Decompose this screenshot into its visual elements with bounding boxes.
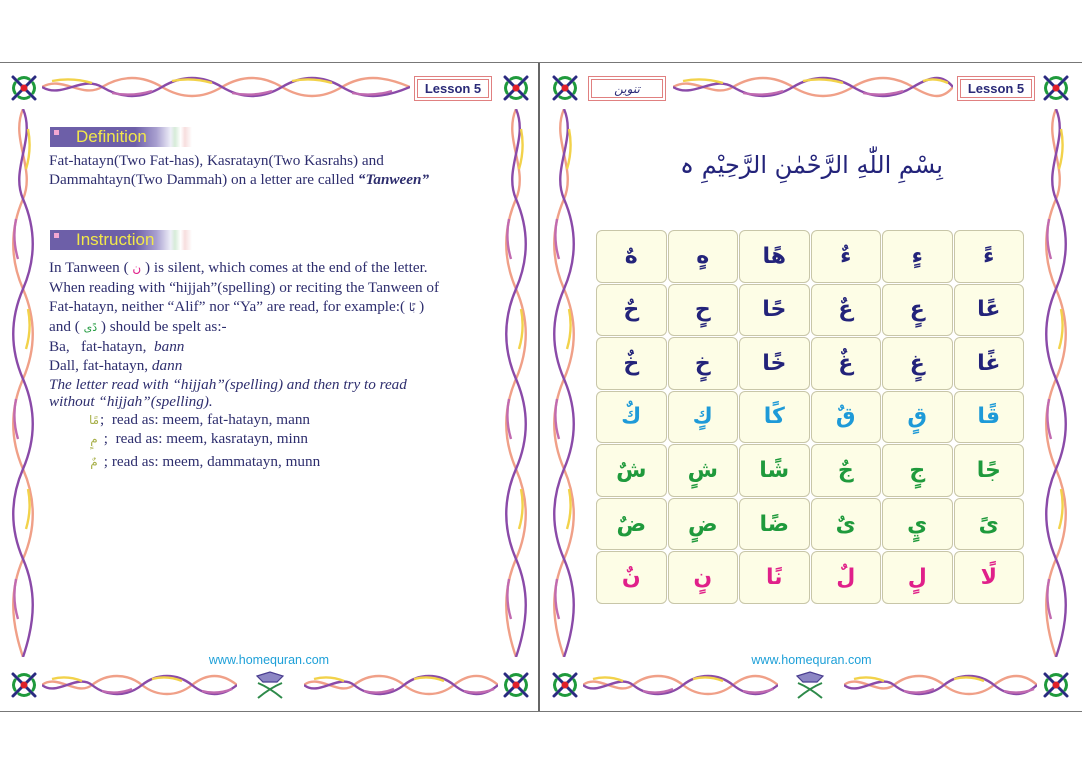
letter-cell: ضًا: [739, 498, 810, 551]
text-span: ): [415, 298, 425, 316]
arabic-example-ba: بًا: [408, 301, 416, 315]
website-link[interactable]: www.homequran.com: [751, 653, 872, 667]
pronunciation: mann: [276, 411, 311, 428]
definition-heading: [50, 127, 192, 147]
letter-cell: نًا: [739, 551, 810, 604]
letter-cell: خٌ: [596, 337, 667, 390]
corner-ornament-icon: [1041, 670, 1071, 700]
bullet-icon: [54, 233, 59, 238]
instruction-line: When reading with “hijjah”(spelling) or reciting the Tanween of: [49, 279, 440, 297]
bottom-border-ornament: [583, 673, 778, 697]
letter-cell: غٍ: [882, 337, 953, 390]
corner-ornament-icon: [9, 670, 39, 700]
letter-cell: عٍ: [882, 284, 953, 337]
letter-cell: كٍ: [668, 391, 739, 444]
urdu-title: تنوین: [591, 79, 663, 98]
tanween-letter-grid: [596, 230, 1024, 604]
separator: ;: [100, 411, 105, 428]
letter-cell: شٌ: [596, 444, 667, 497]
letter-cell: عٌ: [811, 284, 882, 337]
instruction-heading: [50, 230, 192, 250]
letter-cell: ءً: [954, 230, 1025, 283]
separator: ;: [100, 453, 109, 470]
bullet-icon: [54, 130, 59, 135]
letter-cell: ىً: [954, 498, 1025, 551]
text-span: and (: [49, 318, 84, 336]
letter-cell: جٍ: [882, 444, 953, 497]
instruction-line: [49, 337, 504, 356]
definition-line-2: [49, 170, 504, 189]
corner-ornament-icon: [9, 73, 39, 103]
text-span: In Tanween (: [49, 259, 133, 276]
letter-cell: كٌ: [596, 391, 667, 444]
separator: ;: [100, 430, 109, 447]
corner-ornament-icon: [550, 73, 580, 103]
instruction-line: without “hijjah”(spelling).: [49, 392, 213, 410]
letter-cell: قٌ: [811, 391, 882, 444]
letter-cell: نٍ: [668, 551, 739, 604]
right-border-ornament: [1043, 109, 1069, 657]
corner-ornament-icon: [1041, 73, 1071, 103]
right-border-ornament: [503, 109, 529, 657]
book-spread: [0, 62, 1082, 712]
instruction-heading-label: Instruction: [76, 230, 155, 249]
text-span: Ba, fat-hatayn,: [49, 338, 155, 356]
letter-cell: عًا: [954, 284, 1025, 337]
letter-cell: هٍ: [668, 230, 739, 283]
letter-cell: ضٍ: [668, 498, 739, 551]
definition-line-2-text: Dammahtayn(Two Dammah) on a letter are called: [49, 171, 358, 188]
letter-cell: كًا: [739, 391, 810, 444]
arabic-noon: ن: [132, 261, 142, 275]
quran-stand-icon: [253, 670, 287, 700]
bottom-border-ornament: [42, 673, 237, 697]
top-border-ornament: [42, 75, 410, 99]
instruction-line: [49, 317, 504, 337]
arabic-example-dal: دًى: [83, 321, 98, 335]
bismillah: بِسْمِ اللّٰهِ الرَّحْمٰنِ الرَّحِيْمِ ہ: [680, 151, 943, 179]
top-border-ornament: [673, 75, 953, 99]
pronunciation: dann: [151, 357, 183, 375]
instruction-line: The letter read with “hijjah”(spelling) and then try to read: [49, 375, 407, 393]
arabic-example: مٍ: [90, 432, 98, 446]
letter-cell: لٍ: [882, 551, 953, 604]
instruction-line: [49, 356, 504, 375]
text-span: ) should be spelt as:-: [97, 318, 227, 336]
definition-text: [49, 151, 504, 189]
arabic-example: مًا: [88, 413, 100, 427]
pronunciation: bann: [154, 338, 185, 356]
example-row: [88, 430, 308, 448]
corner-ornament-icon: [501, 670, 531, 700]
arabic-example: مٌ: [90, 455, 98, 469]
instruction-line: [49, 297, 504, 317]
letter-cell: نٌ: [596, 551, 667, 604]
letter-cell: شًا: [739, 444, 810, 497]
pronunciation: munn: [285, 453, 321, 470]
text-span: Fat-hatayn, neither “Alif” nor “Ya” are read, for example:(: [49, 298, 409, 316]
letter-cell: حٍ: [668, 284, 739, 337]
letter-cell: غًا: [954, 337, 1025, 390]
letter-cell: خٍ: [668, 337, 739, 390]
tanween-term: “Tanween”: [357, 171, 430, 188]
letter-cell: حٌ: [596, 284, 667, 337]
letter-cell: شٍ: [668, 444, 739, 497]
example-row: [88, 411, 310, 429]
letter-cell: ءٌ: [811, 230, 882, 283]
pronunciation: minn: [276, 430, 308, 447]
definition-line-1: Fat-hatayn(Two Fat-has), Kasratayn(Two Kasrahs) and: [49, 152, 384, 169]
letter-cell: قٍ: [882, 391, 953, 444]
instruction-text: [49, 258, 504, 410]
website-link[interactable]: www.homequran.com: [208, 653, 330, 667]
letter-cell: خًا: [739, 337, 810, 390]
left-border-ornament: [551, 109, 577, 657]
text-span: ) is silent, which comes at the end of the letter.: [141, 259, 428, 276]
lesson-badge: [414, 76, 492, 101]
letter-cell: ىٌ: [811, 498, 882, 551]
lesson-badge: [957, 76, 1035, 101]
left-page: [0, 63, 540, 711]
letter-cell: غٌ: [811, 337, 882, 390]
instruction-line: [49, 258, 504, 278]
example-text: read as: meem, dammatayn,: [108, 453, 286, 470]
quran-stand-icon: [793, 670, 827, 700]
bottom-border-ornament: [304, 673, 498, 697]
letter-cell: ضٌ: [596, 498, 667, 551]
letter-cell: لٌ: [811, 551, 882, 604]
lesson-badge-label: Lesson 5: [417, 79, 489, 98]
text-span: Dall, fat-hatayn,: [49, 357, 152, 375]
urdu-title-badge: [588, 76, 666, 101]
letter-cell: ءٍ: [882, 230, 953, 283]
letter-cell: حًا: [739, 284, 810, 337]
example-text: read as: meem, kasratayn,: [108, 430, 277, 447]
letter-cell: لًا: [954, 551, 1025, 604]
definition-heading-label: Definition: [76, 127, 147, 146]
bottom-border-ornament: [844, 673, 1037, 697]
letter-cell: قًا: [954, 391, 1025, 444]
letter-cell: هًا: [739, 230, 810, 283]
example-text: read as: meem, fat-hatayn,: [104, 411, 277, 428]
corner-ornament-icon: [550, 670, 580, 700]
example-row: [88, 453, 320, 471]
corner-ornament-icon: [501, 73, 531, 103]
right-page: [541, 63, 1082, 711]
lesson-badge-label: Lesson 5: [960, 79, 1032, 98]
letter-cell: جٌ: [811, 444, 882, 497]
left-border-ornament: [10, 109, 36, 657]
letter-cell: هٌ: [596, 230, 667, 283]
letter-cell: جًا: [954, 444, 1025, 497]
letter-cell: يٍ: [882, 498, 953, 551]
